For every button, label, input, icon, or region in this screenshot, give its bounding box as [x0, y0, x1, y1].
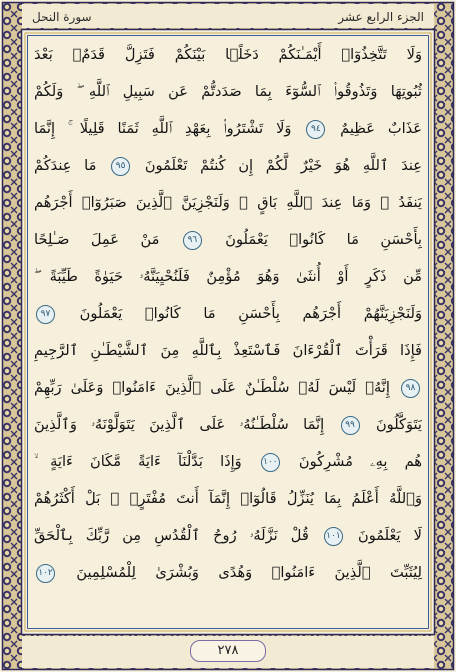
text-line: [34, 73, 422, 110]
text-line: [34, 295, 422, 332]
verse-text: إِنَّهُۥ لَيْسَ لَهُۥ سُلْطَـٰنٌ عَلَى ٱلَّذِينَ ءَامَنُوا۟ وَعَلَىٰ رَبِّهِمْ: [34, 379, 399, 396]
verse-number-marker: ٩٨: [401, 379, 420, 398]
text-line: [34, 369, 422, 406]
juz-label: الجزء الرابع عشر: [338, 10, 424, 24]
surah-label: سورة النحل: [32, 10, 92, 24]
verse-text: وَلَا تَشْتَرُوا۟ بِعَهْدِ ٱللَّهِ ثَمَنًا قَلِيلًا ۚ إِنَّمَا: [34, 120, 305, 137]
text-line: [34, 221, 422, 258]
verse-text: فَإِذَا قَرَأْتَ ٱلْقُرْءَانَ فَٱسْتَعِذْ بِٱللَّهِ مِنَ ٱلشَّيْطَـٰنِ ٱلرَّجِيمِ: [34, 342, 422, 359]
verse-number-marker: ٩٩: [341, 416, 360, 435]
verse-number-marker: ١٠٠: [261, 453, 280, 472]
text-line: [34, 110, 422, 147]
verse-text: وَإِذَا بَدَّلْنَآ ءَايَةً مَّكَانَ ءَايَةٍ ۙ: [34, 453, 259, 470]
verse-number-marker: ٩٥: [111, 157, 130, 176]
text-line: [34, 554, 422, 591]
text-line: [34, 517, 422, 554]
verse-number-marker: ٩٧: [36, 305, 55, 324]
text-line: [34, 332, 422, 369]
verse-number-marker: ١٠١: [324, 527, 343, 546]
verse-text: ثُبُوتِهَا وَتَذُوقُوا۟ ٱلسُّوٓءَ بِمَا صَدَدتُّمْ عَن سَبِيلِ ٱللَّهِ ۖ وَلَكُمْ: [34, 83, 422, 100]
verse-text: عِندَ ٱللَّهِ هُوَ خَيْرٌ لَّكُمْ إِن كُنتُمْ تَعْلَمُونَ: [132, 157, 422, 174]
verse-number-marker: ١٠٢: [36, 564, 55, 583]
verse-text: عَذَابٌ عَظِيمٌ: [327, 120, 422, 137]
quran-text-block: [34, 36, 422, 628]
page-footer: [0, 640, 456, 662]
verse-text: يَنفَدُ ۖ وَمَا عِندَ ٱللَّهِ بَاقٍ ۗ وَلَنَجْزِيَنَّ ٱلَّذِينَ صَبَرُوٓا۟ أَجْرَهُم: [34, 194, 422, 211]
verse-text: لِيُثَبِّتَ ٱلَّذِينَ ءَامَنُوا۟ وَهُدًى وَبُشْرَىٰ لِلْمُسْلِمِينَ: [57, 564, 422, 581]
verse-text: وَلَا تَتَّخِذُوٓا۟ أَيْمَـٰنَكُمْ دَخَلًۢا بَيْنَكُمْ فَتَزِلَّ قَدَمٌۢ بَعْدَ: [34, 46, 422, 63]
verse-text: بِأَحْسَنِ مَا كَانُوا۟ يَعْمَلُونَ: [203, 231, 422, 248]
page-number: ٢٧٨: [190, 640, 266, 662]
verse-text: قُلْ نَزَّلَهُۥ رُوحُ ٱلْقُدُسِ مِن رَّبِّكَ بِٱلْحَقِّ: [34, 527, 322, 544]
verse-text: وَٱللَّهُ أَعْلَمُ بِمَا يُنَزِّلُ قَالُوٓا۟ إِنَّمَآ أَنتَ مُفْتَرٍۭ ۚ بَلْ أَكْثَرُهُمْ: [34, 490, 422, 507]
page-header: [32, 6, 424, 28]
text-line: [34, 36, 422, 73]
text-line: [34, 480, 422, 517]
text-line: [34, 406, 422, 443]
text-line: [34, 184, 422, 221]
text-line: [34, 443, 422, 480]
verse-text: لَا يَعْلَمُونَ: [344, 527, 422, 544]
verse-text: إِنَّمَا سُلْطَـٰنُهُۥ عَلَى ٱلَّذِينَ يَتَوَلَّوْنَهُۥ وَٱلَّذِينَ: [34, 416, 339, 433]
verse-text: يَتَوَكَّلُونَ: [361, 416, 422, 433]
text-line: [34, 147, 422, 184]
verse-text: وَلَنَجْزِيَنَّهُمْ أَجْرَهُم بِأَحْسَنِ مَا كَانُوا۟ يَعْمَلُونَ: [57, 305, 422, 322]
verse-text: مِّن ذَكَرٍ أَوْ أُنثَىٰ وَهُوَ مُؤْمِنٌ فَلَنُحْيِيَنَّهُۥ حَيَوٰةً طَيِّبَةً ۖ: [34, 268, 422, 285]
verse-number-marker: ٩٤: [306, 120, 325, 139]
verse-number-marker: ٩٦: [183, 231, 202, 250]
text-line: [34, 258, 422, 295]
verse-text: هُم بِهِۦ مُشْرِكُونَ: [281, 453, 422, 470]
verse-text: مَا عِندَكُمْ: [34, 157, 110, 174]
verse-text: مَنْ عَمِلَ صَـٰلِحًا: [34, 231, 181, 248]
